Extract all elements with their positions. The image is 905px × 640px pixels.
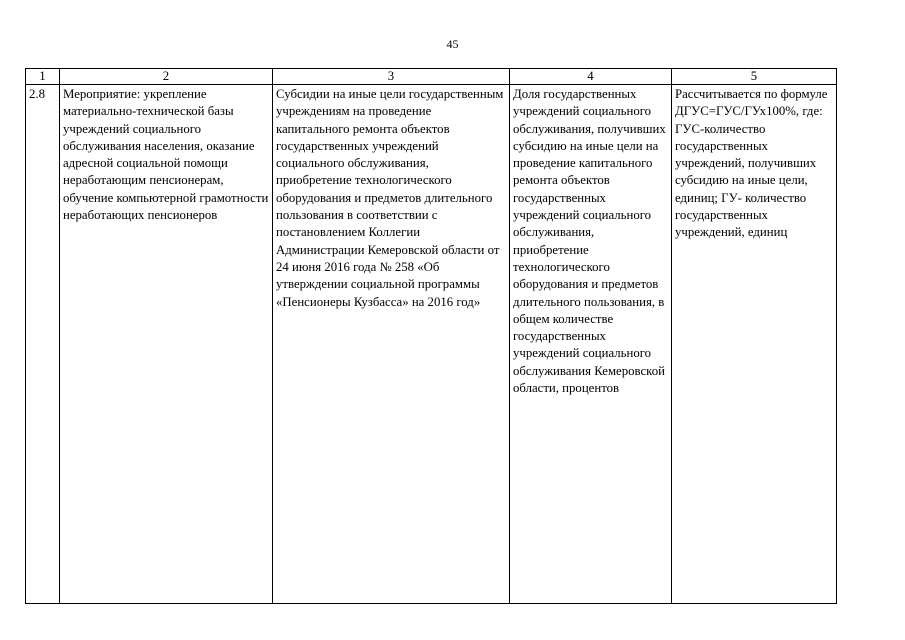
funding-cell: Субсидии на иные цели государственным учреждениям на проведение капитального ремонта объектов государственных учреждений социального обслуживания, приобретение технологического оборудования и предметов длительного пользования в соответствии с постановлением Коллегии Администрации Кемеровской области от 24 июня 2016 года № 258 «Об утверждении социальной программы «Пенсионеры Кузбасса» на 2016 год» — [273, 85, 510, 604]
header-row — [26, 69, 837, 85]
indicator-cell: Доля государственных учреждений социального обслуживания, получивших субсидию на иные цели на проведение капитального ремонта объектов государственных учреждений социального обслуживания, приобретение технологического оборудования и предметов длительного пользования, в общем количестве государственных учреждений социального обслуживания Кемеровской области, процентов — [510, 85, 672, 604]
header-col-5: 5 — [672, 69, 837, 85]
table-row — [26, 85, 837, 604]
header-col-4: 4 — [510, 69, 672, 85]
row-number: 2.8 — [26, 85, 60, 604]
header-col-2: 2 — [60, 69, 273, 85]
formula-cell: Рассчитывается по формуле ДГУС=ГУС/ГУх100%, где: ГУС-количество государственных учреждений, получивших субсидию на иные цели, единиц; ГУ- количество государственных учреждений, единиц — [672, 85, 837, 604]
page-number: 45 — [446, 37, 459, 51]
indicator-table — [25, 68, 837, 604]
header-col-3: 3 — [273, 69, 510, 85]
activity-cell: Мероприятие: укрепление материально-технической базы учреждений социального обслуживания населения, оказание адресной социальной помощи неработающим пенсионерам, обучение компьютерной грамотности неработающих пенсионеров — [60, 85, 273, 604]
header-col-1: 1 — [26, 69, 60, 85]
